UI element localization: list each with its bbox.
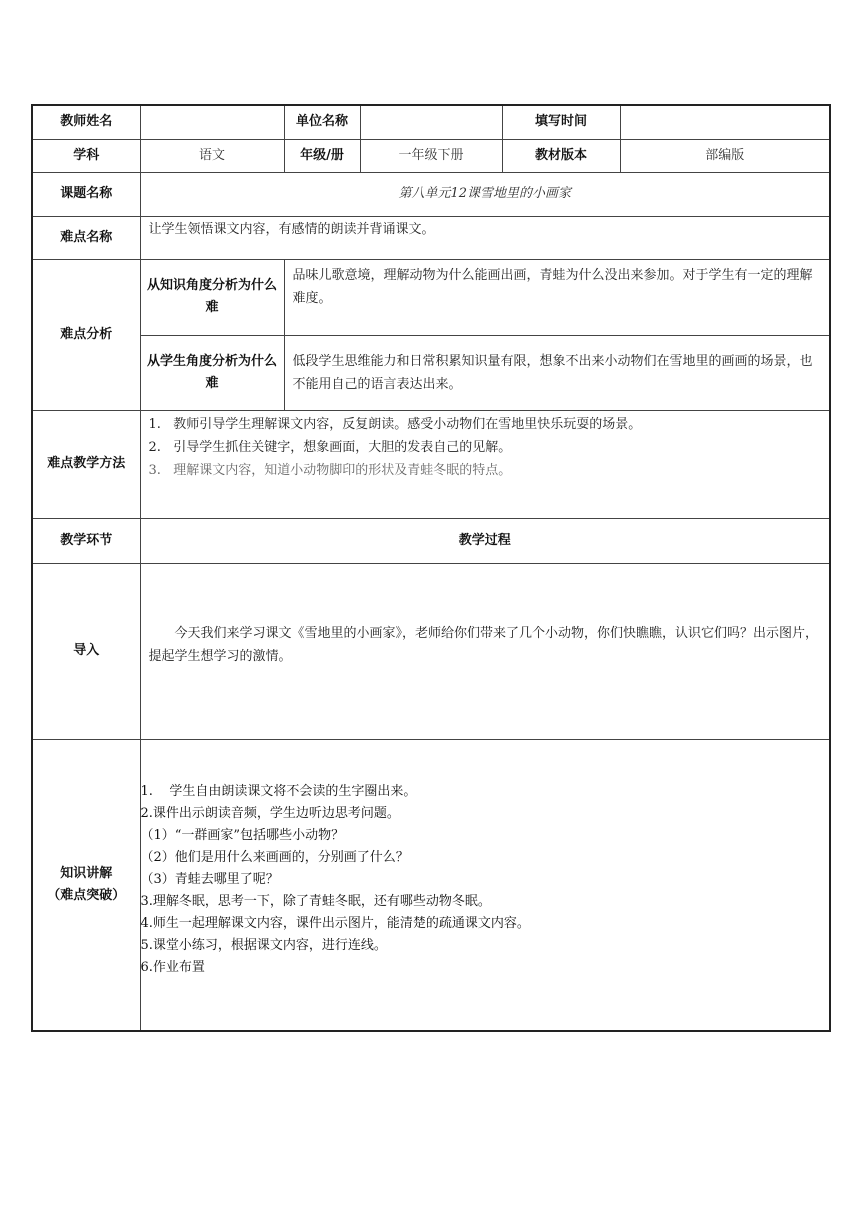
method-item-2: 2. 引导学生抓住关键字，想象画面，大胆的发表自己的见解。 — [148, 439, 512, 455]
knowledge-line-9: 6.作业布置 — [140, 959, 205, 975]
subject-row — [32, 139, 830, 172]
teacher-name-label: 教师姓名 — [32, 105, 140, 139]
process-header-row — [32, 518, 830, 563]
knowledge-line-5: （3）青蛙去哪里了呢？ — [140, 871, 279, 887]
teaching-methods-label: 难点教学方法 — [32, 410, 140, 518]
unit-name-label: 单位名称 — [284, 105, 360, 139]
lesson-plan-table — [31, 104, 831, 1032]
teacher-name-field[interactable] — [140, 105, 284, 139]
knowledge-line-3: （1）“一群画家”包括哪些小动物？ — [140, 827, 345, 843]
difficulty-name-row — [32, 216, 830, 259]
teaching-process-label: 教学过程 — [140, 518, 830, 563]
difficulty-name-label: 难点名称 — [32, 216, 140, 259]
teaching-stage-label: 教学环节 — [32, 518, 140, 563]
intro-text: 今天我们来学习课文《雪地里的小画家》，老师给你们带来了几个小动物，你们快瞧瞧，认识它们吗？出示图片，提起学生想学习的激情。 — [140, 563, 830, 739]
student-angle-label-text: 从学生角度分析为什么难 — [146, 353, 277, 391]
teaching-methods-row — [32, 410, 830, 518]
knowledge-spacer — [141, 979, 830, 1007]
student-angle-text: 低段学生思维能力和日常积累知识量有限，想象不出来小动物们在雪地里的画画的场景，也不能用自己的语言表达出来。 — [284, 335, 830, 410]
unit-name-field[interactable] — [360, 105, 502, 139]
knowledge-angle-label — [140, 259, 284, 335]
intro-label: 导入 — [32, 563, 140, 739]
teacher-info-row — [32, 105, 830, 139]
edition-label: 教材版本 — [502, 139, 620, 172]
method-item-1: 1. 教师引导学生理解课文内容，反复朗读。感受小动物们在雪地里快乐玩耍的场景。 — [148, 416, 642, 432]
knowledge-label-line1: 知识讲解 — [60, 865, 113, 881]
grade-label: 年级/册 — [284, 139, 360, 172]
subject-label: 学科 — [32, 139, 140, 172]
knowledge-line-8: 5.课堂小练习，根据课文内容，进行连线。 — [140, 937, 387, 953]
knowledge-angle-text: 品味儿歌意境，理解动物为什么能画出画，青蛙为什么没出来参加。对于学生有一定的理解难度。 — [284, 259, 830, 335]
teaching-methods-list — [149, 413, 822, 482]
knowledge-line-2: 2.课件出示朗读音频，学生边听边思考问题。 — [140, 805, 400, 821]
knowledge-label — [32, 739, 140, 1031]
knowledge-row — [32, 739, 830, 1031]
lesson-title-label: 课题名称 — [32, 172, 140, 216]
knowledge-line-7: 4.师生一起理解课文内容，课件出示图片，能清楚的疏通课文内容。 — [140, 915, 530, 931]
knowledge-line-1: 1. 学生自由朗读课文将不会读的生字圈出来。 — [140, 783, 417, 799]
knowledge-angle-label-text: 从知识角度分析为什么难 — [146, 278, 277, 315]
knowledge-label-line2: （难点突破） — [47, 887, 126, 903]
lesson-title-row — [32, 172, 830, 216]
knowledge-line-6: 3.理解冬眠，思考一下，除了青蛙冬眠，还有哪些动物冬眠。 — [140, 893, 491, 909]
fill-time-label: 填写时间 — [502, 105, 620, 139]
difficulty-analysis-label: 难点分析 — [32, 259, 140, 410]
student-angle-label — [140, 335, 284, 410]
knowledge-line-4: （2）他们是用什么来画画的，分别画了什么？ — [140, 849, 409, 865]
intro-row — [32, 563, 830, 739]
analysis-student-row — [32, 335, 830, 410]
teaching-methods-content — [140, 410, 830, 518]
lesson-plan-page — [31, 104, 829, 1032]
grade-value: 一年级下册 — [360, 139, 502, 172]
lesson-title-value: 第八单元12课雪地里的小画家 — [140, 172, 830, 216]
fill-time-field[interactable] — [620, 105, 830, 139]
edition-value: 部编版 — [620, 139, 830, 172]
subject-value: 语文 — [140, 139, 284, 172]
method-item-3: 3. 理解课文内容，知道小动物脚印的形状及青蛙冬眠的特点。 — [148, 462, 512, 478]
knowledge-content — [140, 739, 830, 1031]
analysis-knowledge-row — [32, 259, 830, 335]
difficulty-name-value: 让学生领悟课文内容，有感情的朗读并背诵课文。 — [140, 216, 830, 259]
